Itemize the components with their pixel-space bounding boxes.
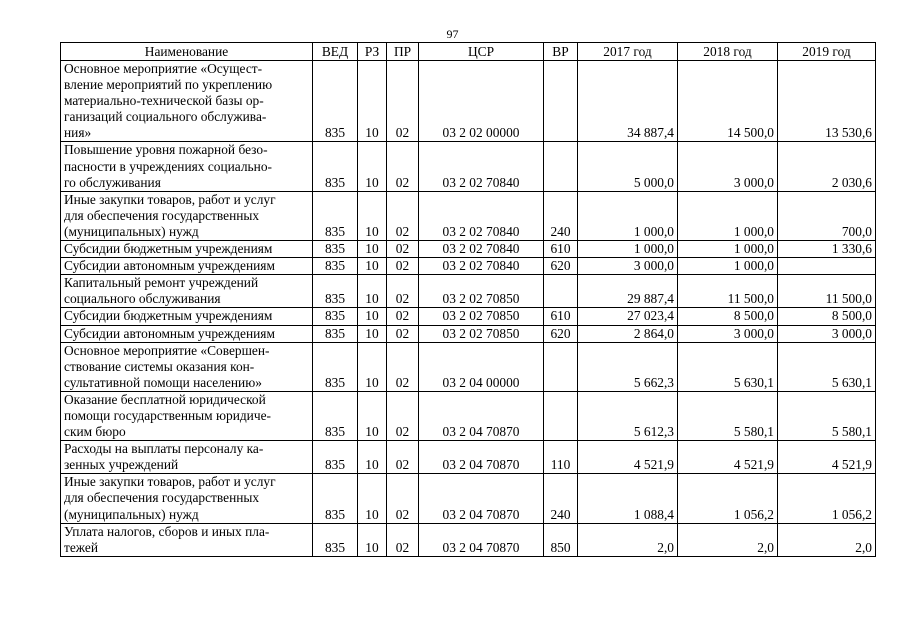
cell-ved: 835: [313, 523, 358, 556]
cell-ved: 835: [313, 241, 358, 258]
cell-name: [61, 142, 313, 191]
cell-2018: 1 000,0: [678, 241, 778, 258]
cell-2019: 13 530,6: [778, 61, 876, 142]
table-row: [61, 191, 876, 240]
cell-2019: 11 500,0: [778, 275, 876, 308]
cell-name: [61, 523, 313, 556]
table-row: [61, 275, 876, 308]
cell-csr: 03 2 04 70870: [419, 441, 544, 474]
table-row: [61, 61, 876, 142]
cell-pr: 02: [387, 342, 419, 391]
cell-name: [61, 241, 313, 258]
cell-ved: 835: [313, 258, 358, 275]
cell-2019: 1 056,2: [778, 474, 876, 523]
cell-2019: 700,0: [778, 191, 876, 240]
name-line: ния»: [64, 125, 92, 141]
header-csr: ЦСР: [419, 43, 544, 61]
name-line: помощи государственным юридиче-: [64, 407, 271, 423]
table-row: [61, 391, 876, 440]
cell-csr: 03 2 04 70870: [419, 474, 544, 523]
cell-ved: 835: [313, 474, 358, 523]
cell-vr: 610: [544, 241, 578, 258]
cell-rz: 10: [358, 142, 387, 191]
name-line: Субсидии автономным учреждениям: [64, 325, 275, 341]
table-body: [61, 61, 876, 557]
header-2017: 2017 год: [578, 43, 678, 61]
cell-vr: 240: [544, 191, 578, 240]
name-line: ганизаций социального обслужива-: [64, 109, 267, 125]
name-line: Уплата налогов, сборов и иных пла-: [64, 523, 270, 539]
cell-2019: 5 630,1: [778, 342, 876, 391]
name-line: (муниципальных) нужд: [64, 506, 199, 522]
header-name: Наименование: [61, 43, 313, 61]
cell-rz: 10: [358, 441, 387, 474]
table-row: [61, 142, 876, 191]
cell-2018: 4 521,9: [678, 441, 778, 474]
name-line: сультативной помощи населению»: [64, 374, 262, 390]
cell-vr: 240: [544, 474, 578, 523]
header-vr: ВР: [544, 43, 578, 61]
cell-2018: 14 500,0: [678, 61, 778, 142]
name-line: для обеспечения государственных: [64, 207, 260, 223]
cell-vr: 610: [544, 308, 578, 325]
name-line: Иные закупки товаров, работ и услуг: [64, 474, 276, 490]
cell-csr: 03 2 02 70840: [419, 241, 544, 258]
cell-ved: 835: [313, 61, 358, 142]
cell-2018: 5 630,1: [678, 342, 778, 391]
name-line: ским бюро: [64, 424, 126, 440]
cell-2018: 1 000,0: [678, 191, 778, 240]
cell-csr: 03 2 02 70840: [419, 191, 544, 240]
header-2019: 2019 год: [778, 43, 876, 61]
cell-2017: 1 000,0: [578, 241, 678, 258]
cell-2018: 1 000,0: [678, 258, 778, 275]
name-line: зенных учреждений: [64, 457, 179, 473]
cell-2017: 2 864,0: [578, 325, 678, 342]
cell-2018: 1 056,2: [678, 474, 778, 523]
cell-vr: [544, 61, 578, 142]
name-line: Иные закупки товаров, работ и услуг: [64, 191, 276, 207]
cell-pr: 02: [387, 258, 419, 275]
cell-2017: 5 662,3: [578, 342, 678, 391]
cell-csr: 03 2 02 70850: [419, 275, 544, 308]
cell-vr: [544, 142, 578, 191]
name-line: (муниципальных) нужд: [64, 223, 199, 239]
table-row: [61, 241, 876, 258]
cell-vr: 620: [544, 258, 578, 275]
cell-vr: [544, 391, 578, 440]
cell-name: [61, 325, 313, 342]
header-rz: РЗ: [358, 43, 387, 61]
cell-csr: 03 2 04 70870: [419, 523, 544, 556]
name-line: социального обслуживания: [64, 291, 221, 307]
cell-2018: 2,0: [678, 523, 778, 556]
cell-vr: 850: [544, 523, 578, 556]
cell-name: [61, 258, 313, 275]
cell-pr: 02: [387, 391, 419, 440]
cell-2017: 1 000,0: [578, 191, 678, 240]
cell-rz: 10: [358, 241, 387, 258]
cell-2017: 4 521,9: [578, 441, 678, 474]
cell-2017: 5 612,3: [578, 391, 678, 440]
cell-2019: 5 580,1: [778, 391, 876, 440]
cell-vr: [544, 342, 578, 391]
cell-pr: 02: [387, 61, 419, 142]
header-2018: 2018 год: [678, 43, 778, 61]
name-line: го обслуживания: [64, 174, 161, 190]
cell-rz: 10: [358, 191, 387, 240]
cell-2017: 2,0: [578, 523, 678, 556]
cell-name: [61, 308, 313, 325]
cell-ved: 835: [313, 391, 358, 440]
cell-rz: 10: [358, 258, 387, 275]
table-row: [61, 308, 876, 325]
cell-name: [61, 191, 313, 240]
cell-ved: 835: [313, 325, 358, 342]
cell-2018: 3 000,0: [678, 325, 778, 342]
table-row: [61, 523, 876, 556]
cell-csr: 03 2 02 70850: [419, 308, 544, 325]
cell-pr: 02: [387, 474, 419, 523]
table-row: [61, 325, 876, 342]
name-line: Субсидии бюджетным учреждениям: [64, 308, 273, 324]
cell-ved: 835: [313, 142, 358, 191]
cell-ved: 835: [313, 441, 358, 474]
cell-rz: 10: [358, 275, 387, 308]
cell-csr: 03 2 04 00000: [419, 342, 544, 391]
cell-2017: 1 088,4: [578, 474, 678, 523]
cell-rz: 10: [358, 308, 387, 325]
name-line: для обеспечения государственных: [64, 490, 260, 506]
cell-2017: 3 000,0: [578, 258, 678, 275]
name-line: Капитальный ремонт учреждений: [64, 275, 259, 291]
page-number: 97: [446, 27, 459, 41]
cell-rz: 10: [358, 342, 387, 391]
cell-pr: 02: [387, 241, 419, 258]
name-line: вление мероприятий по укреплению: [64, 77, 273, 93]
name-line: Субсидии автономным учреждениям: [64, 258, 275, 274]
cell-rz: 10: [358, 391, 387, 440]
table-row: [61, 258, 876, 275]
table-header-row: [61, 43, 876, 61]
cell-pr: 02: [387, 441, 419, 474]
cell-2018: 8 500,0: [678, 308, 778, 325]
cell-pr: 02: [387, 325, 419, 342]
cell-csr: 03 2 04 70870: [419, 391, 544, 440]
cell-2019: 4 521,9: [778, 441, 876, 474]
cell-2019: 1 330,6: [778, 241, 876, 258]
table-row: [61, 342, 876, 391]
cell-2017: 27 023,4: [578, 308, 678, 325]
name-line: Расходы на выплаты персоналу ка-: [64, 441, 264, 457]
cell-ved: 835: [313, 342, 358, 391]
cell-2019: 2,0: [778, 523, 876, 556]
cell-2018: 11 500,0: [678, 275, 778, 308]
cell-2019: 3 000,0: [778, 325, 876, 342]
cell-ved: 835: [313, 191, 358, 240]
name-line: Субсидии бюджетным учреждениям: [64, 241, 273, 257]
cell-csr: 03 2 02 00000: [419, 61, 544, 142]
cell-name: [61, 391, 313, 440]
cell-2018: 5 580,1: [678, 391, 778, 440]
cell-rz: 10: [358, 474, 387, 523]
cell-pr: 02: [387, 191, 419, 240]
cell-vr: 620: [544, 325, 578, 342]
cell-name: [61, 474, 313, 523]
cell-rz: 10: [358, 523, 387, 556]
budget-table: [60, 42, 876, 557]
cell-name: [61, 441, 313, 474]
cell-rz: 10: [358, 61, 387, 142]
table-row: [61, 441, 876, 474]
table-row: [61, 474, 876, 523]
cell-csr: 03 2 02 70850: [419, 325, 544, 342]
cell-pr: 02: [387, 142, 419, 191]
cell-pr: 02: [387, 275, 419, 308]
cell-ved: 835: [313, 308, 358, 325]
header-pr: ПР: [387, 43, 419, 61]
cell-2017: 34 887,4: [578, 61, 678, 142]
cell-2019: [778, 258, 876, 275]
cell-name: [61, 342, 313, 391]
cell-2018: 3 000,0: [678, 142, 778, 191]
cell-2017: 5 000,0: [578, 142, 678, 191]
cell-pr: 02: [387, 308, 419, 325]
cell-pr: 02: [387, 523, 419, 556]
cell-vr: [544, 275, 578, 308]
header-ved: ВЕД: [313, 43, 358, 61]
name-line: ствование системы оказания кон-: [64, 358, 255, 374]
name-line: Оказание бесплатной юридической: [64, 391, 266, 407]
name-line: Основное мероприятие «Осущест-: [64, 61, 263, 76]
cell-2017: 29 887,4: [578, 275, 678, 308]
cell-2019: 2 030,6: [778, 142, 876, 191]
cell-ved: 835: [313, 275, 358, 308]
cell-rz: 10: [358, 325, 387, 342]
name-line: пасности в учреждениях социально-: [64, 158, 272, 174]
name-line: тежей: [64, 539, 98, 555]
name-line: материально-технической базы ор-: [64, 93, 264, 109]
name-line: Повышение уровня пожарной безо-: [64, 142, 268, 158]
cell-csr: 03 2 02 70840: [419, 142, 544, 191]
cell-vr: 110: [544, 441, 578, 474]
cell-name: [61, 275, 313, 308]
cell-name: [61, 61, 313, 142]
cell-2019: 8 500,0: [778, 308, 876, 325]
cell-csr: 03 2 02 70840: [419, 258, 544, 275]
name-line: Основное мероприятие «Совершен-: [64, 342, 270, 358]
